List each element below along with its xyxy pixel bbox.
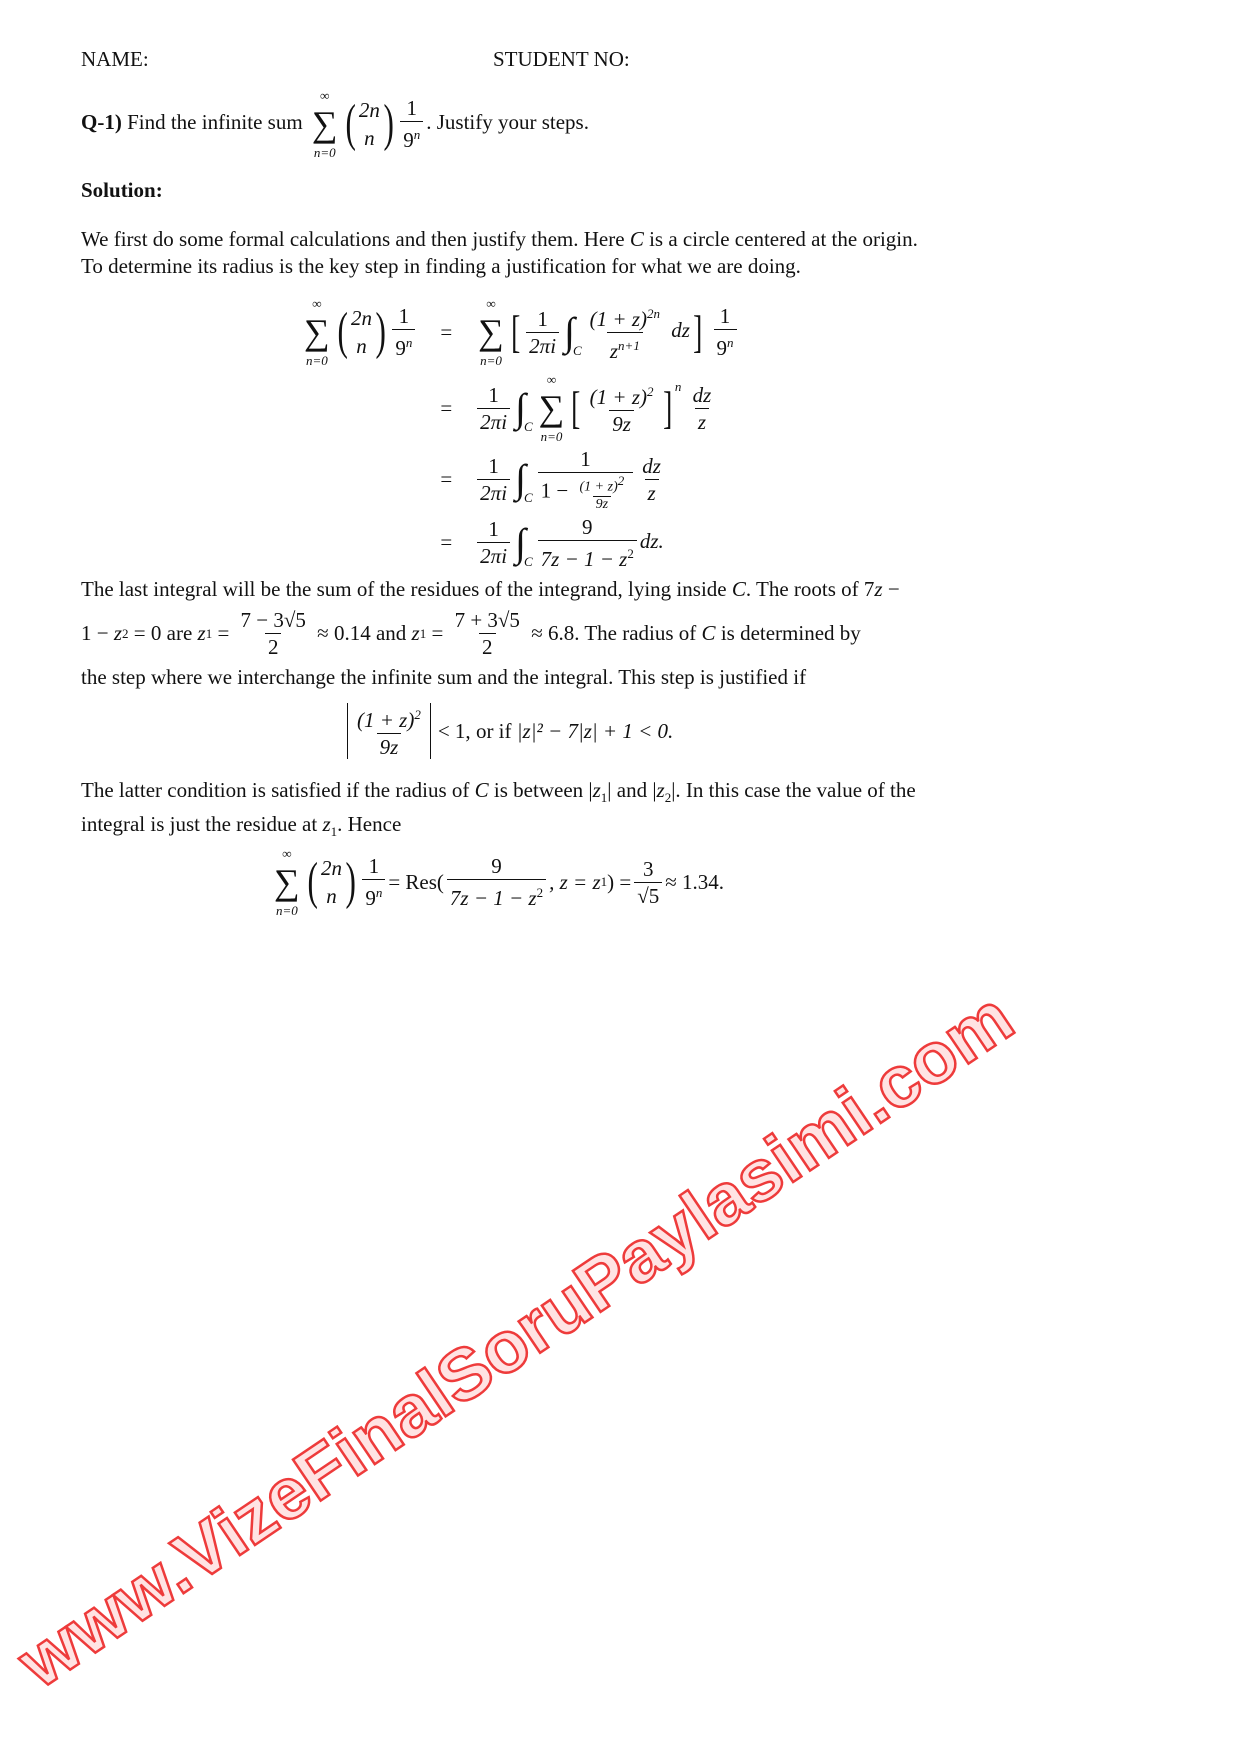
student-no-label: STUDENT NO:	[493, 47, 630, 71]
watermark-text: www.VizeFinalSoruPaylasimi.com	[4, 988, 1011, 1704]
paragraph-2-end: the step where we interchange the infinite sum and the integral. This step is justified if	[81, 665, 807, 689]
solution-heading: Solution:	[81, 178, 163, 202]
final-result: ∞ ∑ n=0 ( 2n n ) $\frac{1}{9^n}$ = Res( $\frac{9}{7z - 1 - z^2}$ , z = z 1 ) = $\frac{3}{√5}$ ≈ 1.34.	[274, 846, 725, 918]
binomial: ( 2n n )	[345, 95, 394, 152]
derivation-line-1: ∞ ∑ n=0 ( 2n n ) $\frac{1}{9^n}$ = ∞ ∑ n=0 [ $\frac{1}{2\pi i}$ ∫ C $\frac{(1 + z)^{2n}}{z^{n+1}}$ dz] $\frac{1}{9^n}$	[300, 294, 740, 370]
paragraph-1: We first do some formal calculations and then justify them. Here C is a circle centered at the origin. To determine its radius is the key step in finding a justification for what we are doing.	[81, 227, 918, 278]
name-label: NAME:	[81, 47, 149, 71]
paragraph-3: The latter condition is satisfied if the radius of C is between $|z_1|$ and $|z_2|$. In this case the value of the integral is just the residue at $z_1$. Hence	[81, 778, 916, 840]
question-text-end: . Justify your steps.	[426, 109, 589, 134]
question-text: Find the infinite sum	[127, 109, 303, 134]
derivation	[300, 294, 740, 573]
derivation-line-2: = $\frac{1}{2\pi i}$ ∫ C ∞ ∑ n=0 [ $\frac{(1 + z)^2}{9z}$ ] $^n$ $\frac{dz}{z}$	[440, 372, 712, 444]
paragraph-2-roots: 1 − z 2 = 0 are z 1 = $\frac{7 - 3√5}{2}$ ≈ 0.14 and z 1 = $\frac{7 + 3√5}{2}$ ≈ 6.8. The radius of C is determined by	[81, 607, 861, 659]
paragraph-2: The last integral will be the sum of the residues of the integrand, lying inside C. The roots of 7z −	[81, 577, 900, 601]
question-label: Q-1)	[81, 109, 122, 134]
sum-symbol: ∞ ∑ n=0	[311, 88, 338, 160]
condition: $\frac{(1 + z)^2}{9z}$ < 1, or if |z|² − 7|z| + 1 < 0.	[344, 702, 673, 760]
derivation-line-4: = $\frac{1}{2\pi i}$ ∫ C $\frac{9}{7z - 1 - z^2}$ dz.	[440, 514, 664, 571]
derivation-line-3: = $\frac{1}{2\pi i}$ ∫ C 1 1 − $\frac{(1 + z)^2}{9z}$ $\frac{dz}{z}$	[440, 447, 661, 512]
question	[81, 88, 589, 160]
fraction: $\frac{1}{9^n}$	[400, 95, 423, 153]
